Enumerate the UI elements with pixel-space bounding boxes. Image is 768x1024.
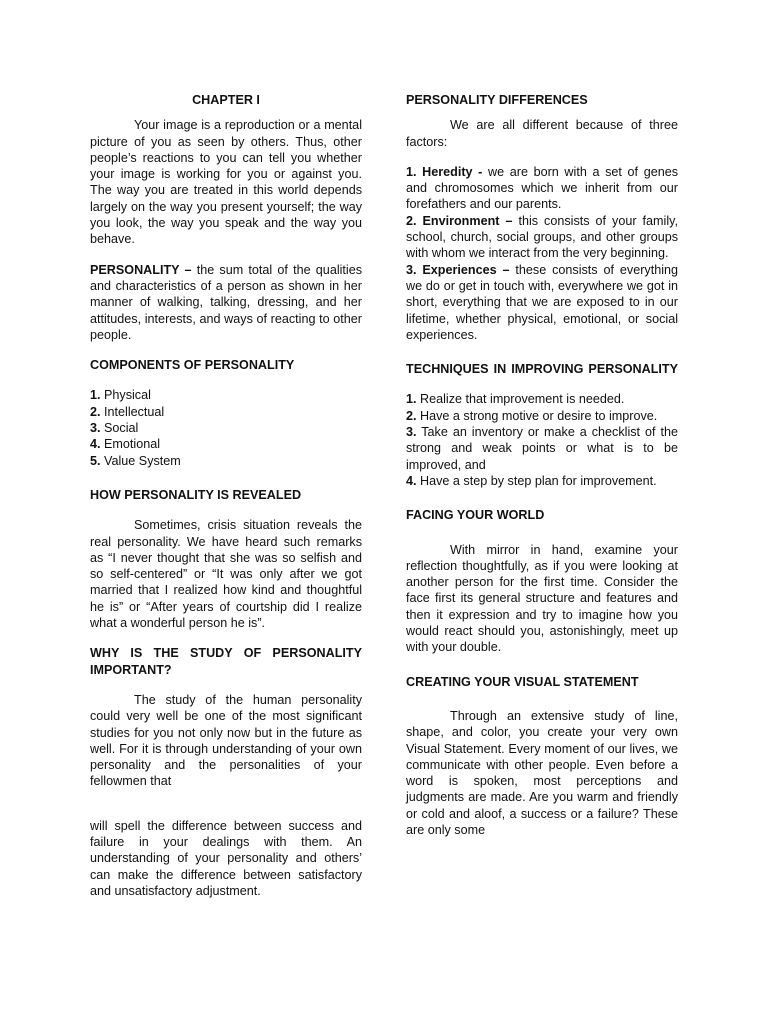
list-number: 4.: [406, 473, 417, 488]
personality-definition: [90, 262, 362, 343]
facing-heading: FACING YOUR WORLD: [406, 508, 545, 523]
list-item: [406, 164, 678, 213]
visual-heading: CREATING YOUR VISUAL STATEMENT: [406, 674, 639, 689]
visual-paragraph: Through an extensive study of line, shape, and color, you create your very own Visual Statement. Every moment of our lives, we communicate with other people. Even before a word is spoken, most perceptions and judgments are made. Are you warm and friendly or cold and aloof, a success or a failure? These are only some: [406, 708, 678, 837]
continuation-paragraph: will spell the difference between success and failure in your dealings with them. An understanding of your personality and others’ can make the difference between satisfactory and unsatisfactory adjustment.: [90, 818, 362, 898]
list-number: 5.: [90, 453, 101, 468]
factor-label: 2. Environment –: [406, 213, 513, 228]
list-item: [90, 453, 362, 469]
left-column: [90, 92, 362, 899]
list-number: 4.: [90, 437, 101, 452]
list-item: [406, 391, 678, 407]
right-column: [406, 92, 678, 838]
list-item: [90, 404, 362, 420]
components-heading: COMPONENTS OF PERSONALITY: [90, 358, 295, 373]
differences-intro: We are all different because of three factors:: [406, 118, 678, 149]
list-number: 3.: [406, 425, 417, 440]
list-item: [90, 387, 362, 403]
list-text: Value System: [100, 453, 181, 468]
why-paragraph: The study of the human personality could very well be one of the most significant studies for you not only now but in the future as well. For it is through understanding of your own personality and the personalities of your fellowmen that: [90, 692, 362, 789]
components-list: [90, 387, 362, 468]
factor-text: this consists of your family, school, church, social groups, and other groups with whom we interact from the very beginning.: [406, 213, 678, 261]
list-text: Social: [100, 421, 139, 436]
list-item: [406, 473, 678, 489]
factor-label: 1. Heredity -: [406, 164, 483, 179]
differences-heading: PERSONALITY DIFFERENCES: [406, 93, 588, 107]
list-number: 2.: [406, 408, 417, 423]
personality-term: PERSONALITY –: [90, 262, 192, 277]
list-text: Emotional: [100, 437, 161, 452]
list-text: Physical: [100, 388, 151, 403]
list-number: 3.: [90, 421, 101, 436]
list-text: Intellectual: [100, 404, 165, 419]
list-item: [90, 420, 362, 436]
chapter-title: CHAPTER I: [192, 93, 260, 107]
facing-paragraph: With mirror in hand, examine your reflection thoughtfully, as if you were looking at another person for the first time. Consider the face first its general structure and features and then it expression and try to imagine how you would react should you, astonishingly, meet up with your double.: [406, 542, 678, 655]
list-item: [406, 424, 678, 473]
list-item: [406, 408, 678, 424]
list-item: [406, 213, 678, 262]
personality-def-text: the sum total of the qualities and characteristics of a person as shown in her manner of walking, talking, dressing, and her attitudes, interests, and ways of reacting to other people.: [90, 262, 363, 342]
factor-text: these consists of everything we do or get in touch with, everywhere we got in short, everything that we are exposed to in our lifetime, whether physical, emotional, or social experiences.: [406, 262, 679, 342]
list-text: Realize that improvement is needed.: [416, 392, 625, 407]
techniques-list: [406, 391, 678, 489]
factors-list: [406, 164, 678, 343]
list-text: Take an inventory or make a checklist of the strong and weak points or what is to be improved, and: [406, 425, 678, 472]
factor-label: 3. Experiences –: [406, 262, 510, 277]
list-item: [406, 262, 678, 343]
list-number: 1.: [90, 388, 101, 403]
revealed-heading: HOW PERSONALITY IS REVEALED: [90, 487, 302, 502]
list-number: 2.: [90, 404, 101, 419]
list-text: Have a strong motive or desire to improve.: [416, 408, 658, 423]
list-number: 1.: [406, 392, 417, 407]
factor-text: we are born with a set of genes and chromosomes which we inherit from our forefathers and our parents.: [406, 164, 679, 212]
list-text: Have a step by step plan for improvement.: [416, 473, 657, 488]
techniques-heading: TECHNIQUES IN IMPROVING PERSONALITY: [406, 362, 678, 377]
revealed-paragraph: Sometimes, crisis situation reveals the real personality. We have heard such remarks as “I never thought that she was so selfish and so self-centered” or “It was only after we got married that I realized how kind and thoughtful he is” or “After years of courtship did I realize what a wonderful person he is”.: [90, 518, 362, 631]
list-item: [90, 436, 362, 452]
why-heading: WHY IS THE STUDY OF PERSONALITY IMPORTANT?: [90, 646, 362, 677]
intro-paragraph: Your image is a reproduction or a mental picture of you as seen by others. Thus, other people’s reactions to you can tell you whether your image is working for you or against you. The way you are treated in this world depends largely on the way you present yourself; the way you look, the way you speak and the way you behave.: [90, 118, 362, 247]
